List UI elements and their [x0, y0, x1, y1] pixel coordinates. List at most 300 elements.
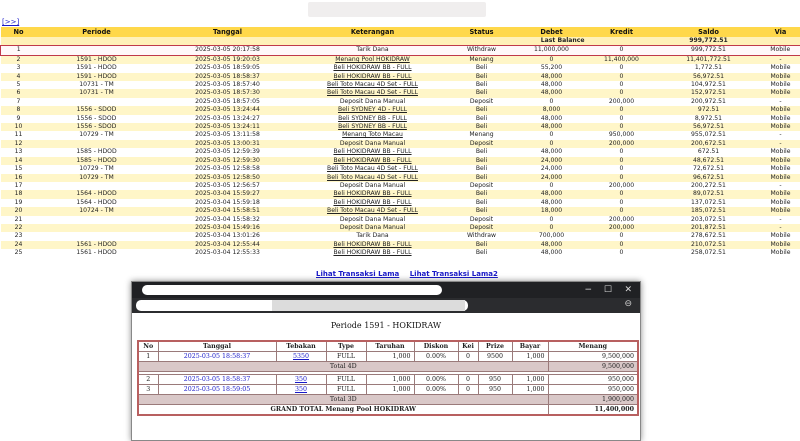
- cell-tanggal: 2025-03-04 15:58:32: [157, 216, 299, 224]
- cell-debet: 48,000: [517, 73, 587, 81]
- cell-via: Mobile: [761, 46, 800, 55]
- cell-no: 24: [1, 241, 37, 249]
- bet-table: [137, 340, 639, 416]
- bet-col-taruhan: Taruhan: [366, 341, 414, 352]
- col-debet: Debet: [517, 27, 587, 37]
- cell-tanggal: 2025-03-04 15:59:18: [157, 199, 299, 207]
- bet-cell-tebakan[interactable]: 5350: [276, 352, 326, 362]
- cell-via: Mobile: [761, 190, 800, 198]
- cell-status: Beli: [447, 190, 517, 198]
- cell-via: -: [761, 140, 800, 148]
- cell-status: Beli: [447, 207, 517, 215]
- cell-saldo: 200,272.51: [657, 182, 761, 190]
- next-page-link[interactable]: [>>]: [2, 18, 20, 26]
- bet-cell-taruhan: 1,000: [366, 375, 414, 385]
- table-row[interactable]: [1, 123, 800, 131]
- cell-kredit: 200,000: [587, 140, 657, 148]
- bet-cell-bayar: 1,000: [512, 375, 548, 385]
- table-row[interactable]: [1, 182, 800, 190]
- total-3d-row-value: 1,900,000: [548, 395, 638, 405]
- table-row[interactable]: [1, 249, 800, 257]
- cell-ket[interactable]: Beli Toto Macau 4D Set - FULL: [299, 207, 447, 215]
- blurred-header: [308, 2, 486, 17]
- cell-ket[interactable]: Beli HOKIDRAW BB - FULL: [299, 249, 447, 257]
- cell-debet: 48,000: [517, 190, 587, 198]
- cell-saldo: 278,672.51: [657, 232, 761, 240]
- col-no: No: [1, 27, 37, 37]
- cell-ket[interactable]: Beli SYDNEY BB - FULL: [299, 115, 447, 123]
- cell-ket[interactable]: Beli HOKIDRAW BB - FULL: [299, 199, 447, 207]
- cell-debet: 48,000: [517, 241, 587, 249]
- table-row[interactable]: [1, 165, 800, 173]
- col-periode: Periode: [37, 27, 157, 37]
- bet-col-no: No: [138, 341, 158, 352]
- cell-no: 16: [1, 174, 37, 182]
- cell-saldo: 210,072.51: [657, 241, 761, 249]
- bet-cell-type: FULL: [326, 352, 366, 362]
- cell-no: 4: [1, 73, 37, 81]
- cell-periode: 1591 - HDOD: [37, 55, 157, 64]
- table-row[interactable]: [1, 174, 800, 182]
- table-row[interactable]: [1, 64, 800, 72]
- table-row-selected[interactable]: [1, 46, 800, 55]
- bet-cell-kei: 0: [458, 385, 478, 395]
- bet-cell-kei: 0: [458, 352, 478, 362]
- table-row[interactable]: [1, 115, 800, 123]
- bet-row: [138, 385, 638, 395]
- last-balance-row: [1, 37, 800, 46]
- last-balance-label: Last Balance: [1, 37, 587, 46]
- cell-kredit: 0: [587, 174, 657, 182]
- cell-tanggal: 2025-03-05 12:58:50: [157, 174, 299, 182]
- cell-status: Deposit: [447, 216, 517, 224]
- bet-cell-no: 2: [138, 375, 158, 385]
- cell-status: Deposit: [447, 182, 517, 190]
- cell-no: 17: [1, 182, 37, 190]
- bet-cell-taruhan: 1,000: [366, 352, 414, 362]
- cell-kredit: 200,000: [587, 216, 657, 224]
- cell-periode: 1591 - HDOD: [37, 64, 157, 72]
- bet-cell-tebakan[interactable]: 350: [276, 385, 326, 395]
- cell-periode: [37, 216, 157, 224]
- table-row[interactable]: [1, 190, 800, 198]
- cell-no: 25: [1, 249, 37, 257]
- table-row[interactable]: [1, 207, 800, 215]
- cell-via: Mobile: [761, 81, 800, 89]
- cell-saldo: 48,672.51: [657, 157, 761, 165]
- cell-status: Beli: [447, 89, 517, 97]
- cell-saldo: 185,072.51: [657, 207, 761, 215]
- cell-via: Mobile: [761, 73, 800, 81]
- cell-ket: Deposit Dana Manual: [299, 98, 447, 106]
- table-row[interactable]: [1, 98, 800, 106]
- popup-tab[interactable]: [142, 285, 442, 295]
- grand-total-row: [138, 405, 638, 416]
- cell-debet: 0: [517, 98, 587, 106]
- cell-no: 15: [1, 165, 37, 173]
- cell-periode: 10729 - TM: [37, 174, 157, 182]
- cell-via: Mobile: [761, 64, 800, 72]
- cell-debet: 8,000: [517, 106, 587, 114]
- popup-titlebar: [132, 282, 640, 298]
- cell-tanggal: 2025-03-05 18:57:05: [157, 98, 299, 106]
- cell-kredit: 0: [587, 73, 657, 81]
- cell-kredit: 200,000: [587, 224, 657, 232]
- close-icon[interactable]: ✕: [624, 285, 632, 295]
- col-tanggal: Tanggal: [157, 27, 299, 37]
- zoom-icon[interactable]: ⊖: [624, 299, 632, 309]
- cell-kredit: 200,000: [587, 182, 657, 190]
- bet-cell-tanggal: 2025-03-05 18:59:05: [158, 385, 276, 395]
- cell-via: -: [761, 131, 800, 139]
- cell-no: 2: [1, 55, 37, 64]
- total-4d-row-value: 9,500,000: [548, 362, 638, 372]
- cell-periode: 1564 - HDOD: [37, 199, 157, 207]
- table-row[interactable]: [1, 157, 800, 165]
- cell-periode: 10731 - TM: [37, 89, 157, 97]
- bet-cell-type: FULL: [326, 385, 366, 395]
- cell-tanggal: 2025-03-04 13:01:26: [157, 232, 299, 240]
- cell-periode: 1591 - HDOD: [37, 73, 157, 81]
- cell-ket[interactable]: Beli HOKIDRAW BB - FULL: [299, 157, 447, 165]
- cell-ket[interactable]: Beli HOKIDRAW BB - FULL: [299, 148, 447, 156]
- cell-debet: 24,000: [517, 174, 587, 182]
- cell-ket: Deposit Dana Manual: [299, 216, 447, 224]
- cell-status: Beli: [447, 123, 517, 131]
- grand-total-row-label: GRAND TOTAL Menang Pool HOKIDRAW: [138, 405, 548, 416]
- bet-row: [138, 375, 638, 385]
- cell-status: Withdraw: [447, 232, 517, 240]
- cell-kredit: 0: [587, 123, 657, 131]
- cell-tanggal: 2025-03-05 18:58:37: [157, 73, 299, 81]
- cell-saldo: 200,672.51: [657, 140, 761, 148]
- cell-via: -: [761, 216, 800, 224]
- col-kredit: Kredit: [587, 27, 657, 37]
- cell-via: Mobile: [761, 123, 800, 131]
- cell-kredit: 950,000: [587, 131, 657, 139]
- grand-total-row-value: 11,400,000: [548, 405, 638, 416]
- cell-periode: 1556 - SDOD: [37, 123, 157, 131]
- cell-kredit: 11,400,000: [587, 55, 657, 64]
- cell-status: Beli: [447, 64, 517, 72]
- bet-col-type: Type: [326, 341, 366, 352]
- cell-via: -: [761, 98, 800, 106]
- cell-kredit: 0: [587, 89, 657, 97]
- bet-cell-bayar: 1,000: [512, 385, 548, 395]
- cell-saldo: 258,072.51: [657, 249, 761, 257]
- table-row[interactable]: [1, 148, 800, 156]
- cell-no: 13: [1, 148, 37, 156]
- cell-debet: 0: [517, 55, 587, 64]
- cell-kredit: 0: [587, 249, 657, 257]
- cell-ket[interactable]: Beli HOKIDRAW BB - FULL: [299, 64, 447, 72]
- cell-via: Mobile: [761, 232, 800, 240]
- cell-periode: [37, 182, 157, 190]
- cell-status: Deposit: [447, 140, 517, 148]
- col-via: Via: [761, 27, 800, 37]
- cell-periode: 1585 - HDOD: [37, 157, 157, 165]
- cell-debet: 0: [517, 131, 587, 139]
- cell-saldo: 972.51: [657, 106, 761, 114]
- bet-cell-menang: 9,500,000: [548, 352, 638, 362]
- cell-saldo: 137,072.51: [657, 199, 761, 207]
- cell-kredit: 0: [587, 46, 657, 55]
- table-row[interactable]: [1, 106, 800, 114]
- cell-kredit: 0: [587, 148, 657, 156]
- bet-cell-diskon: 0.00%: [414, 352, 458, 362]
- cell-tanggal: 2025-03-05 13:11:58: [157, 131, 299, 139]
- cell-kredit: 0: [587, 165, 657, 173]
- cell-no: 19: [1, 199, 37, 207]
- cell-saldo: 152,972.51: [657, 89, 761, 97]
- cell-status: Withdraw: [447, 46, 517, 55]
- cell-ket[interactable]: Beli HOKIDRAW BB - FULL: [299, 73, 447, 81]
- total-4d-row: [138, 362, 638, 372]
- bet-cell-tanggal: 2025-03-05 18:58:37: [158, 375, 276, 385]
- table-row[interactable]: [1, 199, 800, 207]
- cell-saldo: 96,672.51: [657, 174, 761, 182]
- cell-saldo: 72,672.51: [657, 165, 761, 173]
- cell-tanggal: 2025-03-04 15:58:51: [157, 207, 299, 215]
- cell-kredit: 0: [587, 81, 657, 89]
- cell-tanggal: 2025-03-04 12:55:44: [157, 241, 299, 249]
- col-saldo: Saldo: [657, 27, 761, 37]
- cell-via: Mobile: [761, 148, 800, 156]
- cell-tanggal: 2025-03-05 18:57:30: [157, 89, 299, 97]
- cell-no: 10: [1, 123, 37, 131]
- cell-no: 1: [1, 46, 37, 55]
- cell-via: -: [761, 224, 800, 232]
- cell-via: Mobile: [761, 106, 800, 114]
- cell-saldo: 56,972.51: [657, 123, 761, 131]
- table-row[interactable]: [1, 73, 800, 81]
- bet-header-row: [138, 341, 638, 352]
- cell-status: Beli: [447, 165, 517, 173]
- bet-cell-kei: 0: [458, 375, 478, 385]
- cell-periode: 1564 - HDOD: [37, 190, 157, 198]
- cell-debet: 18,000: [517, 207, 587, 215]
- cell-no: 11: [1, 131, 37, 139]
- table-row[interactable]: [1, 140, 800, 148]
- cell-via: Mobile: [761, 89, 800, 97]
- cell-debet: 0: [517, 224, 587, 232]
- cell-status: Beli: [447, 174, 517, 182]
- cell-periode: 1585 - HDOD: [37, 148, 157, 156]
- cell-kredit: 0: [587, 64, 657, 72]
- cell-kredit: 0: [587, 207, 657, 215]
- cell-saldo: 1,772.51: [657, 64, 761, 72]
- cell-status: Beli: [447, 157, 517, 165]
- cell-ket[interactable]: Beli HOKIDRAW BB - FULL: [299, 241, 447, 249]
- table-row[interactable]: [1, 131, 800, 139]
- cell-periode: 10729 - TM: [37, 131, 157, 139]
- cell-debet: 48,000: [517, 89, 587, 97]
- cell-periode: 10729 - TM: [37, 165, 157, 173]
- table-row[interactable]: [1, 232, 800, 240]
- cell-ket: Deposit Dana Manual: [299, 224, 447, 232]
- cell-debet: 0: [517, 216, 587, 224]
- cell-periode: 1561 - HDOD: [37, 249, 157, 257]
- popup-heading: Periode 1591 - HOKIDRAW: [330, 321, 442, 330]
- cell-kredit: 0: [587, 106, 657, 114]
- last-balance-value: 999,772.51: [657, 37, 761, 46]
- bet-cell-tebakan[interactable]: 350: [276, 375, 326, 385]
- cell-status: Beli: [447, 115, 517, 123]
- cell-kredit: 0: [587, 190, 657, 198]
- cell-ket[interactable]: Beli HOKIDRAW BB - FULL: [299, 190, 447, 198]
- address-redaction: [272, 300, 465, 311]
- bet-cell-diskon: 0.00%: [414, 375, 458, 385]
- old-transactions-link[interactable]: Lihat Transaksi Lama: [316, 270, 400, 278]
- cell-kredit: 200,000: [587, 98, 657, 106]
- cell-ket[interactable]: Menang Toto Macau: [299, 131, 447, 139]
- bet-detail-popup: [131, 281, 641, 441]
- cell-saldo: 672.51: [657, 148, 761, 156]
- cell-ket[interactable]: Beli Toto Macau 4D Set - FULL: [299, 89, 447, 97]
- cell-periode: [37, 140, 157, 148]
- cell-periode: [37, 46, 157, 55]
- bet-col-prize: Prize: [478, 341, 512, 352]
- cell-saldo: 999,772.51: [657, 46, 761, 55]
- cell-ket: Tarik Dana: [299, 46, 447, 55]
- cell-status: Beli: [447, 81, 517, 89]
- cell-tanggal: 2025-03-04 15:49:16: [157, 224, 299, 232]
- table-row[interactable]: [1, 224, 800, 232]
- cell-via: Mobile: [761, 241, 800, 249]
- cell-saldo: 955,072.51: [657, 131, 761, 139]
- cell-ket[interactable]: Beli SYDNEY BB - FULL: [299, 123, 447, 131]
- cell-via: Mobile: [761, 207, 800, 215]
- cell-debet: 55,200: [517, 64, 587, 72]
- cell-tanggal: 2025-03-05 13:24:27: [157, 115, 299, 123]
- cell-saldo: 200,972.51: [657, 98, 761, 106]
- cell-kredit: 0: [587, 157, 657, 165]
- cell-tanggal: 2025-03-05 13:00:31: [157, 140, 299, 148]
- cell-debet: 48,000: [517, 249, 587, 257]
- maximize-icon[interactable]: ☐: [603, 285, 612, 295]
- cell-debet: 11,000,000: [517, 46, 587, 55]
- cell-tanggal: 2025-03-05 12:59:30: [157, 157, 299, 165]
- cell-kredit: 0: [587, 115, 657, 123]
- cell-debet: 24,000: [517, 165, 587, 173]
- cell-via: Mobile: [761, 165, 800, 173]
- cell-status: Menang: [447, 131, 517, 139]
- cell-via: -: [761, 55, 800, 64]
- table-row[interactable]: [1, 81, 800, 89]
- cell-no: 20: [1, 207, 37, 215]
- cell-no: 9: [1, 115, 37, 123]
- cell-via: Mobile: [761, 249, 800, 257]
- bet-cell-prize: 9500: [478, 352, 512, 362]
- cell-saldo: 8,972.51: [657, 115, 761, 123]
- cell-debet: 0: [517, 140, 587, 148]
- cell-periode: [37, 98, 157, 106]
- table-row[interactable]: [1, 241, 800, 249]
- cell-ket[interactable]: Beli Toto Macau 4D Set - FULL: [299, 81, 447, 89]
- cell-status: Beli: [447, 73, 517, 81]
- cell-no: 23: [1, 232, 37, 240]
- cell-tanggal: 2025-03-05 20:17:58: [157, 46, 299, 55]
- cell-tanggal: 2025-03-05 12:58:58: [157, 165, 299, 173]
- table-row[interactable]: [1, 55, 800, 64]
- cell-debet: 48,000: [517, 148, 587, 156]
- cell-no: 7: [1, 98, 37, 106]
- bet-col-tebakan: Tebakan: [276, 341, 326, 352]
- cell-no: 12: [1, 140, 37, 148]
- cell-ket: Tarik Dana: [299, 232, 447, 240]
- cell-ket[interactable]: Beli SYDNEY 4D - FULL: [299, 106, 447, 114]
- cell-ket[interactable]: Beli Toto Macau 4D Set - FULL: [299, 165, 447, 173]
- cell-saldo: 89,072.51: [657, 190, 761, 198]
- transaction-table: [0, 27, 800, 258]
- cell-via: Mobile: [761, 199, 800, 207]
- cell-via: Mobile: [761, 174, 800, 182]
- total-3d-row-label: Total 3D: [138, 395, 548, 405]
- cell-debet: 48,000: [517, 199, 587, 207]
- total-3d-row: [138, 395, 638, 405]
- cell-ket[interactable]: Menang Pool HOKIDRAW: [299, 55, 447, 64]
- cell-periode: 1561 - HDOD: [37, 241, 157, 249]
- cell-tanggal: 2025-03-05 12:56:57: [157, 182, 299, 190]
- cell-periode: [37, 232, 157, 240]
- cell-debet: 24,000: [517, 157, 587, 165]
- bet-col-diskon: Diskon: [414, 341, 458, 352]
- cell-tanggal: 2025-03-05 18:57:40: [157, 81, 299, 89]
- table-row[interactable]: [1, 89, 800, 97]
- bet-cell-menang: 950,000: [548, 375, 638, 385]
- bottom-links: [316, 270, 506, 278]
- cell-status: Beli: [447, 148, 517, 156]
- bet-row: [138, 352, 638, 362]
- cell-no: 6: [1, 89, 37, 97]
- cell-saldo: 56,972.51: [657, 73, 761, 81]
- total-4d-row-label: Total 4D: [138, 362, 548, 372]
- cell-kredit: 0: [587, 199, 657, 207]
- cell-ket[interactable]: Beli Toto Macau 4D Set - FULL: [299, 174, 447, 182]
- bet-col-tanggal: Tanggal: [158, 341, 276, 352]
- cell-kredit: 0: [587, 232, 657, 240]
- cell-via: Mobile: [761, 115, 800, 123]
- cell-tanggal: 2025-03-05 12:59:39: [157, 148, 299, 156]
- cell-tanggal: 2025-03-05 18:59:05: [157, 64, 299, 72]
- cell-no: 5: [1, 81, 37, 89]
- bet-cell-menang: 950,000: [548, 385, 638, 395]
- minimize-icon[interactable]: −: [584, 285, 592, 295]
- cell-ket: Deposit Dana Manual: [299, 140, 447, 148]
- col-status: Status: [447, 27, 517, 37]
- cell-no: 18: [1, 190, 37, 198]
- cell-no: 8: [1, 106, 37, 114]
- bet-cell-taruhan: 1,000: [366, 385, 414, 395]
- bet-cell-diskon: 0.00%: [414, 385, 458, 395]
- cell-periode: 1556 - SDOD: [37, 115, 157, 123]
- table-row[interactable]: [1, 216, 800, 224]
- cell-debet: 48,000: [517, 115, 587, 123]
- cell-status: Deposit: [447, 98, 517, 106]
- bet-cell-bayar: 1,000: [512, 352, 548, 362]
- col-keterangan: Keterangan: [299, 27, 447, 37]
- cell-periode: 1556 - SDOD: [37, 106, 157, 114]
- cell-periode: [37, 224, 157, 232]
- cell-no: 22: [1, 224, 37, 232]
- cell-saldo: 203,072.51: [657, 216, 761, 224]
- cell-status: Beli: [447, 241, 517, 249]
- old-transactions-2-link[interactable]: Lihat Transaksi Lama2: [409, 270, 498, 278]
- cell-tanggal: 2025-03-05 13:24:11: [157, 123, 299, 131]
- table-header-row: [1, 27, 800, 37]
- cell-no: 3: [1, 64, 37, 72]
- cell-no: 14: [1, 157, 37, 165]
